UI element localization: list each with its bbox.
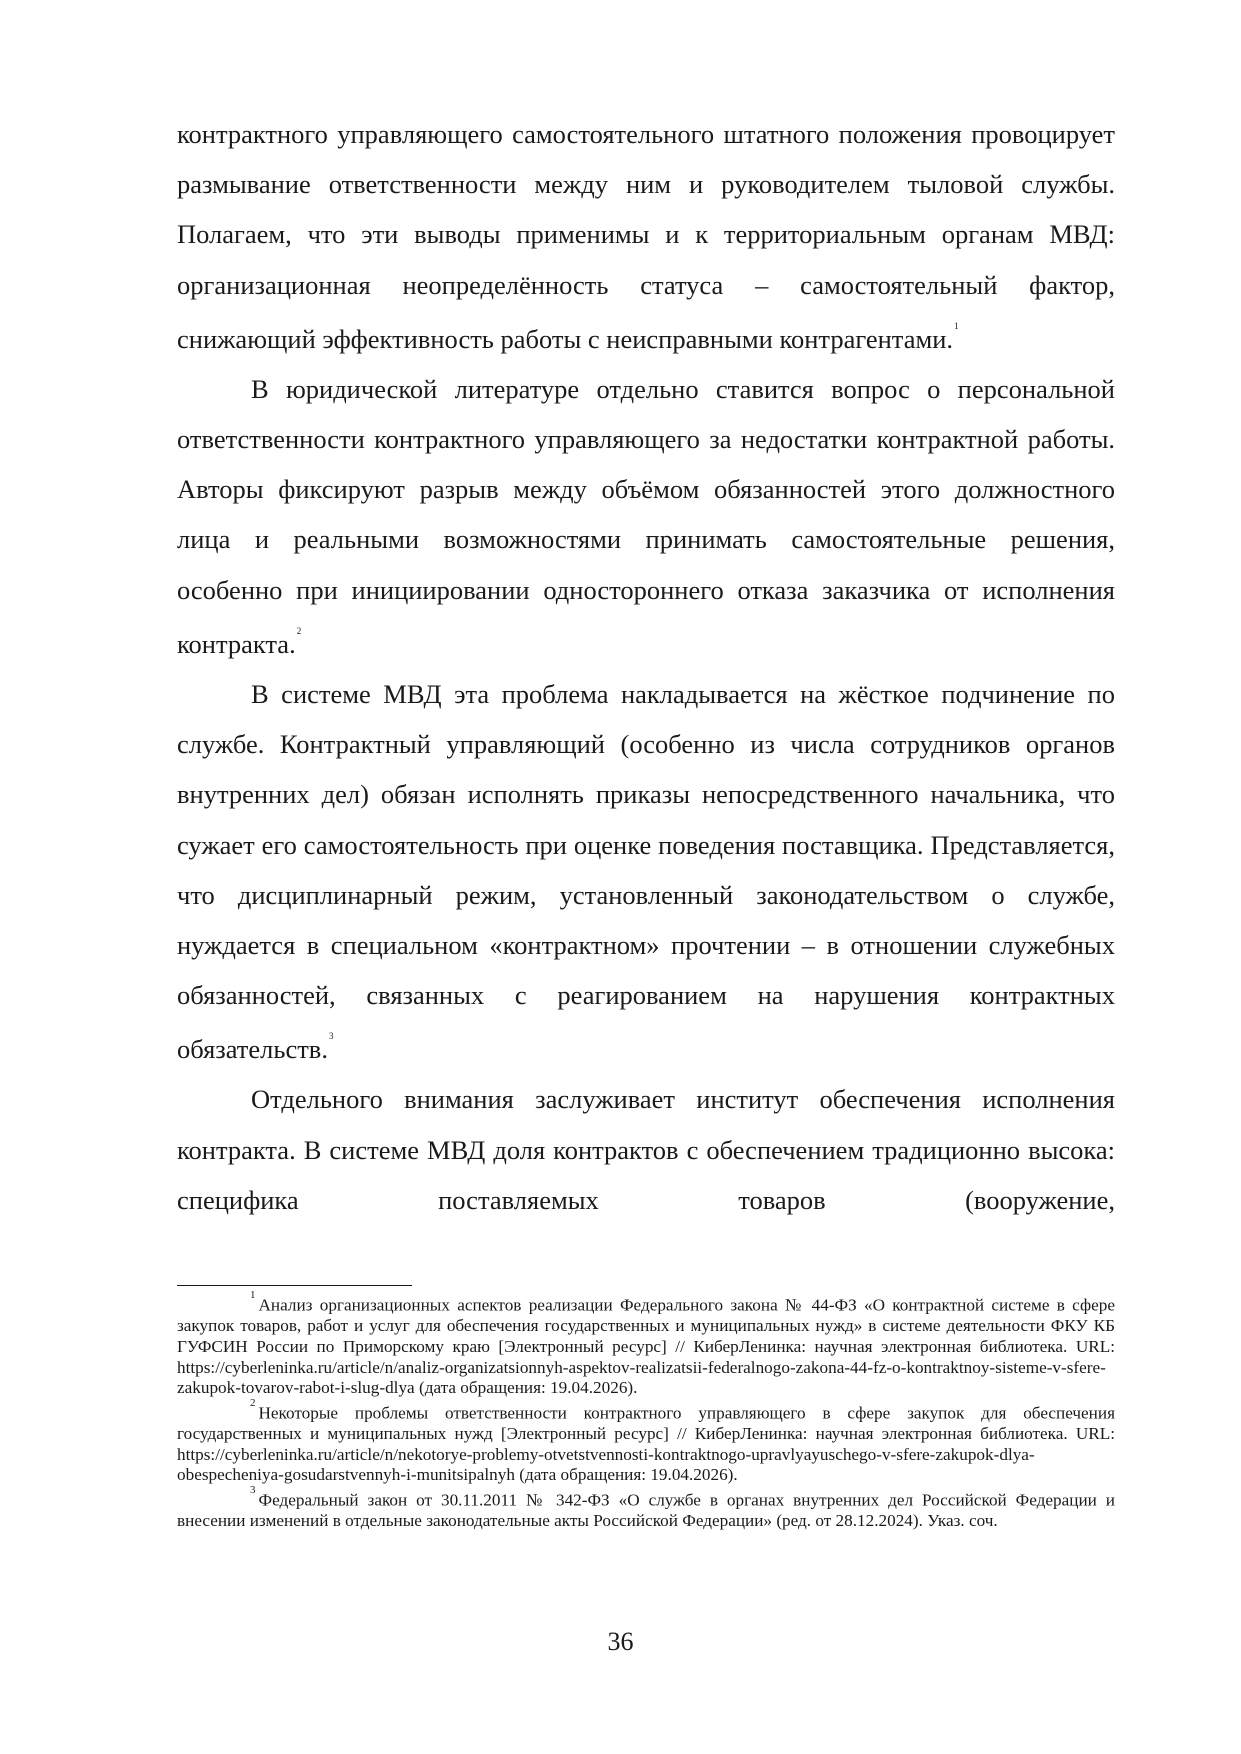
footnote-mark-1: 1 <box>250 1289 256 1301</box>
footnote-1-text: Анализ организационных аспектов реализации Федерального закона № 44-ФЗ «О контрактной системе в сфере закупок товаров, работ и услуг для обеспечения государственных и муниципальных нужд» в системе деятельности ФКУ КБ ГУФСИН России по Приморскому краю [Электронный ресурс] // КиберЛенинка: научная электронная библиотека. URL: https://cyberleninka.ru/article/n/analiz-organizatsionnyh-aspektov-realizatsii-federalnogo-zakona-44-fz-o-kontraktnoy-sisteme-v-sfere-zakupok-tovarov-rabot-i-slug-dlya (дата обращения: 19.04.2026). <box>177 1295 1115 1398</box>
footnote-ref-2[interactable]: 2 <box>296 625 302 636</box>
paragraph-2-text: В юридической литературе отдельно ставится вопрос о персональной ответственности контрактного управляющего за недостатки контрактной работы. Авторы фиксируют разрыв между объёмом обязанностей этого должностного лица и реальными возможностями принимать самостоятельные решения, особенно при инициировании одностороннего отказа заказчика от исполнения контракта. <box>177 373 1115 659</box>
footnote-3 <box>177 1483 1115 1532</box>
paragraph-2 <box>177 364 1115 669</box>
footnotes <box>177 1291 1115 1532</box>
paragraph-4-text: Отдельного внимания заслуживает институт обеспечения исполнения контракта. В системе МВД доля контрактов с обеспечением традиционно высока: специфика поставляемых товаров (вооружение, <box>177 1084 1115 1215</box>
footnote-mark-2: 2 <box>250 1396 256 1409</box>
footnote-ref-3[interactable]: 3 <box>328 1031 334 1042</box>
footnote-mark-3: 3 <box>250 1483 256 1496</box>
footnote-separator <box>177 1285 412 1286</box>
paragraph-1-text: контрактного управляющего самостоятельного штатного положения провоцирует размывание ответственности между ним и руководителем тыловой службы. Полагаем, что эти выводы применимы и к территориальным органам МВД: организационная неопределённость статуса – самостоятельный фактор, снижающий эффективность работы с неисправными контрагентами. <box>177 119 1115 354</box>
paragraph-1 <box>177 109 1115 364</box>
paragraph-3 <box>177 669 1115 1074</box>
footnote-1 <box>177 1291 1115 1399</box>
footnote-ref-1[interactable]: 1 <box>954 320 959 331</box>
footnote-3-text: Федеральный закон от 30.11.2011 № 342-ФЗ «О службе в органах внутренних дел Российской Федерации и внесении изменений в отдельные законодательные акты Российской Федерации» (ред. от 28.12.2024). Указ. соч. <box>177 1490 1115 1531</box>
body-text <box>177 109 1115 1225</box>
footnote-2-text: Некоторые проблемы ответственности контрактного управляющего в сфере закупок для обеспечения государственных и муниципальных нужд [Электронный ресурс] // КиберЛенинка: научная электронная библиотека. URL: https://cyberleninka.ru/article/n/nekotorye-problemy-otvetstvennosti-kontraktnogo-upravlyayuschego-v-sfere-zakupok-dlya-obespecheniya-gosudarstvennyh-i-munitsipalnyh (дата обращения: 19.04.2026). <box>177 1403 1115 1485</box>
paragraph-3-text: В системе МВД эта проблема накладывается на жёсткое подчинение по службе. Контрактный управляющий (особенно из числа сотрудников органов внутренних дел) обязан исполнять приказы непосредственного начальника, что сужает его самостоятельность при оценке поведения поставщика. Представляется, что дисциплинарный режим, установленный законодательством о службе, нуждается в специальном «контрактном» прочтении – в отношении служебных обязанностей, связанных с реагированием на нарушения контрактных обязательств. <box>177 678 1115 1065</box>
footnote-2 <box>177 1396 1115 1486</box>
paragraph-4 <box>177 1074 1115 1225</box>
page-number: 36 <box>607 1627 634 1656</box>
